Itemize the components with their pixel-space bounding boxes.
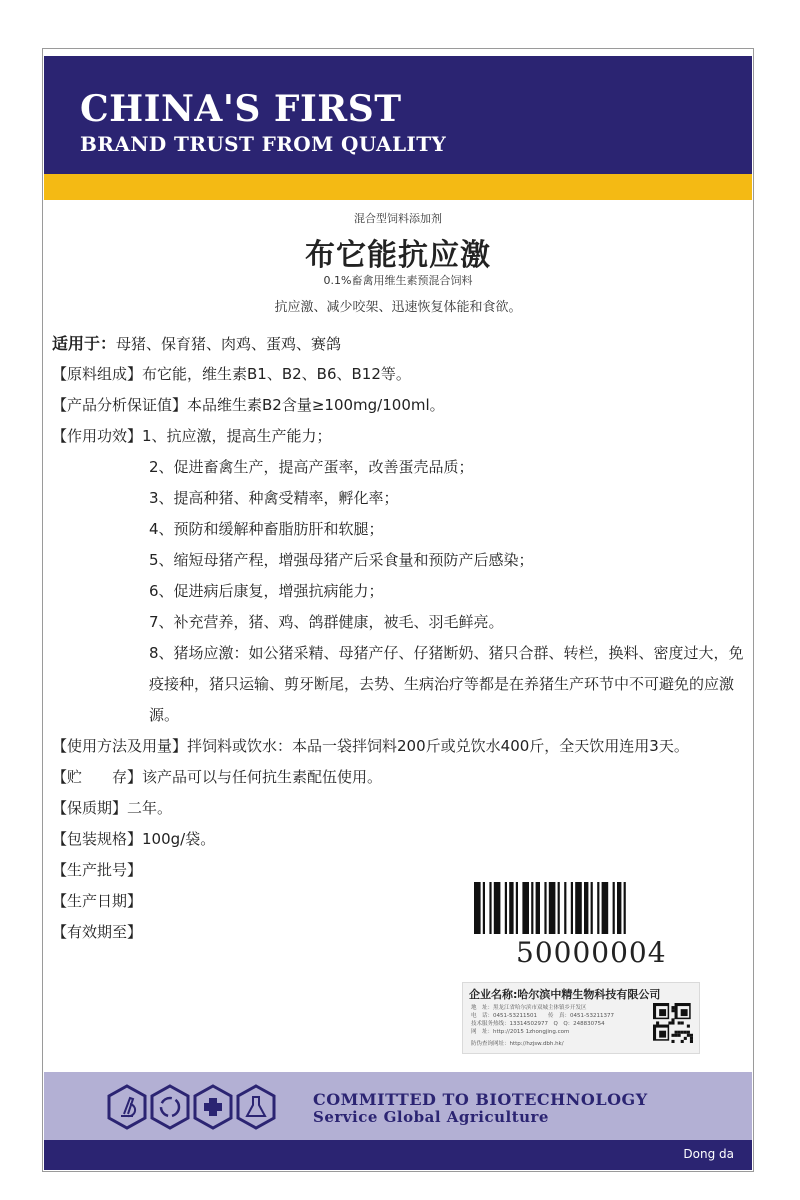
effect-item: 6、促进病后康复，增强抗病能力； [149,582,384,600]
shelf-life-row [52,793,742,824]
company-info-box [462,982,700,1054]
batch-number-label: 【生产批号】 [52,861,143,879]
analysis-label: 【产品分析保证值】 [52,396,188,414]
effects-label: 【作用功效】 [52,427,143,445]
ingredients-row [52,359,742,390]
product-details [52,328,742,948]
storage-row [52,762,742,793]
header-slogan: BRAND TRUST FROM QUALITY [80,132,447,156]
effect-item: 4、预防和缓解种畜脂肪肝和软腿； [149,520,384,538]
brand-name: Dong da [683,1147,734,1161]
shelf-life-value: 二年。 [127,799,173,817]
analysis-row [52,390,742,421]
package-row [52,824,742,855]
bottom-bar [44,1140,752,1170]
header-title: CHINA'S FIRST [80,88,402,130]
product-name: 布它能抗应激 [305,238,491,273]
product-spec: 0.1%畜禽用维生素预混合饲料 [323,274,473,287]
header-banner [44,56,752,174]
package-label: 【包装规格】 [52,830,143,848]
footer-slogan-2: Service Global Agriculture [313,1108,549,1126]
medical-cross-icon [195,1086,231,1128]
analysis-value: 本品维生素B2含量≥100mg/100ml。 [187,396,445,414]
company-web: 网 址：http://2015 1zhongjing.com [471,1029,570,1035]
footer-slogan-1: COMMITTED TO BIOTECHNOLOGY [313,1090,648,1109]
qr-code-icon [653,1003,693,1043]
expiry-date-label: 【有效期至】 [52,923,143,941]
effect-item: 1、抗应激，提高生产能力； [142,427,332,445]
shelf-life-label: 【保质期】 [52,799,128,817]
company-service: 技术服务热线：13314502977 Q Q：248830754 [471,1021,605,1027]
barcode-bars [470,882,696,934]
suitable-label: 适用于： [52,334,117,353]
product-tagline: 抗应激、减少咬架、迅速恢复体能和食欲。 [274,300,522,315]
effect-item: 5、缩短母猪产程，增强母猪产后采食量和预防产后感染； [149,551,534,569]
company-phone: 电 话：0451-53211501 传 真：0451-53211377 [471,1013,614,1019]
company-address: 地 址：黑龙江省哈尔滨市双城主体镇乡开发区 [471,1005,587,1011]
suitable-value: 母猪、保育猪、肉鸡、蛋鸡、赛鸽 [116,335,342,353]
effect-item: 2、促进畜禽生产，提高产蛋率，改善蛋壳品质； [149,458,474,476]
company-verify: 防伪查询网址：http://hzjsw.dbh.hk/ [471,1041,564,1047]
production-date-label: 【生产日期】 [52,892,143,910]
effects-row [52,421,742,452]
effect-item: 7、补充营养，猪、鸡、鸽群健康，被毛、羽毛鲜亮。 [149,613,504,631]
ingredients-value: 布它能，维生素B1、B2、B6、B12等。 [142,365,411,383]
flask-icon [238,1086,274,1128]
barcode [470,882,696,969]
gold-stripe [44,174,752,200]
lab-microscope-icon [109,1086,145,1128]
effect-item: 3、提高种猪、种禽受精率，孵化率； [149,489,399,507]
effect-item: 8、猪场应激：如公猪采精、母猪产仔、仔猪断奶、猪只合群、转栏，换料、密度过大，免疫接种，猪只运输、剪牙断尾，去势、生病治疗等都是在养猪生产环节中不可避免的应激源。 [149,644,744,724]
usage-value: 拌饲料或饮水：本品一袋拌饲料200斤或兑饮水400斤，全天饮用连用3天。 [187,737,689,755]
package-value: 100g/袋。 [142,830,216,848]
barcode-number: 50000004 [516,936,667,969]
product-category: 混合型饲料添加剂 [354,212,442,225]
storage-label: 【贮 存】 [52,768,143,786]
suitable-row [52,328,742,359]
recycle-icon [152,1086,188,1128]
ingredients-label: 【原料组成】 [52,365,143,383]
company-name: 企业名称:哈尔滨中精生物科技有限公司 [469,988,661,1001]
storage-value: 该产品可以与任何抗生素配伍使用。 [142,768,383,786]
usage-label: 【使用方法及用量】 [52,737,188,755]
biotech-icons [106,1084,278,1130]
usage-row [52,731,742,762]
